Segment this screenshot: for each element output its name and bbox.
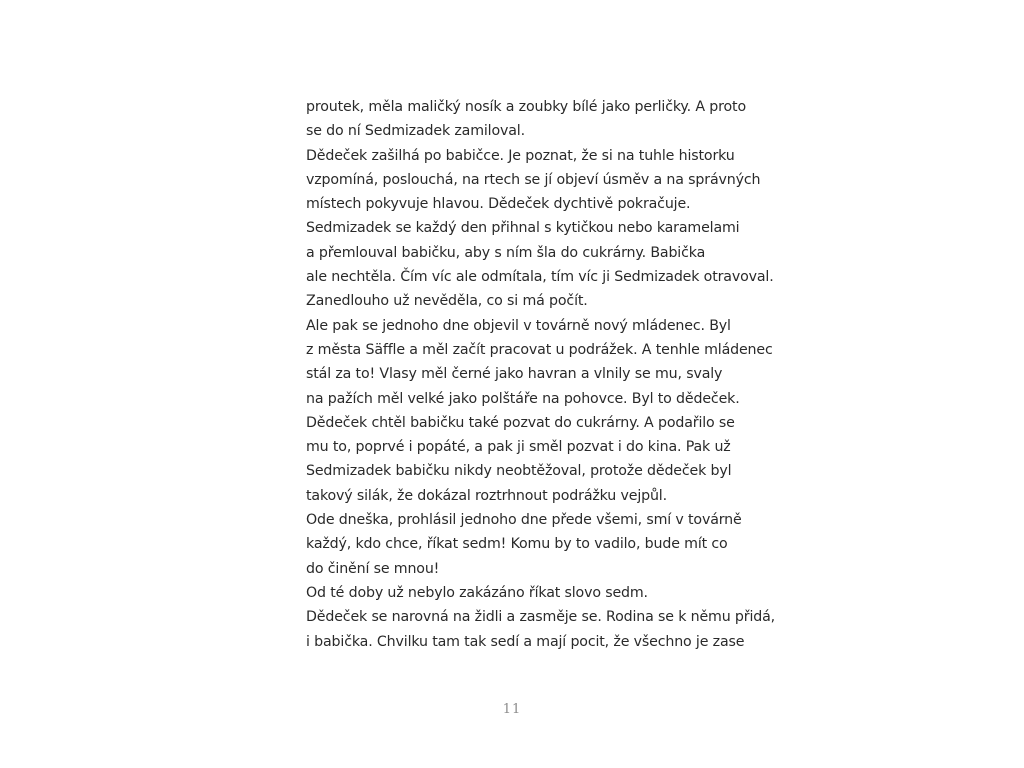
text-line: do činění se mnou! xyxy=(306,560,440,577)
text-line: Zanedlouho už nevěděla, co si má počít. xyxy=(306,293,588,310)
text-line: Dědeček chtěl babičku také pozvat do cukrárny. A podařilo se xyxy=(306,414,735,431)
text-line: Dědeček zašilhá po babičce. Je poznat, že si na tuhle historku xyxy=(306,147,735,164)
text-line: Sedmizadek se každý den přihnal s kytičkou nebo karamelami xyxy=(306,220,740,237)
text-line: na pažích měl velké jako polštáře na pohovce. Byl to dědeček. xyxy=(306,390,740,407)
text-line: místech pokyvuje hlavou. Dědeček dychtivě pokračuje. xyxy=(306,196,691,213)
text-line: stál za to! Vlasy měl černé jako havran a vlnily se mu, svaly xyxy=(306,366,723,383)
page-number: 11 xyxy=(502,702,522,717)
text-line: se do ní Sedmizadek zamiloval. xyxy=(306,123,525,140)
text-line: vzpomíná, poslouchá, na rtech se jí objeví úsměv a na správných xyxy=(306,171,761,188)
text-line: každý, kdo chce, říkat sedm! Komu by to vadilo, bude mít co xyxy=(306,536,728,553)
text-line: z města Säffle a měl začít pracovat u podrážek. A tenhle mládenec xyxy=(306,341,773,358)
text-line: Od té doby už nebylo zakázáno říkat slovo sedm. xyxy=(306,584,648,601)
text-line: Dědeček se narovná na židli a zasměje se. Rodina se k němu přidá, xyxy=(306,609,776,626)
text-line: ale nechtěla. Čím víc ale odmítala, tím víc ji Sedmizadek otravoval. xyxy=(306,269,774,286)
text-line: proutek, měla maličký nosík a zoubky bílé jako perličky. A proto xyxy=(306,99,746,115)
text-line: i babička. Chvilku tam tak sedí a mají pocit, že všechno je zase xyxy=(306,633,745,650)
text-line: a přemlouval babičku, aby s ním šla do cukrárny. Babička xyxy=(306,244,706,261)
text-line: takový silák, že dokázal roztrhnout podrážku vejpůl. xyxy=(306,487,667,504)
text-line: Ode dneška, prohlásil jednoho dne přede všemi, smí v továrně xyxy=(306,512,742,529)
text-line: Ale pak se jednoho dne objevil v továrně nový mládenec. Byl xyxy=(306,317,731,334)
text-line: Sedmizadek babičku nikdy neobtěžoval, protože dědeček byl xyxy=(306,463,732,480)
body-text xyxy=(306,95,776,654)
text-line: mu to, poprvé i popáté, a pak ji směl pozvat i do kina. Pak už xyxy=(306,439,731,456)
